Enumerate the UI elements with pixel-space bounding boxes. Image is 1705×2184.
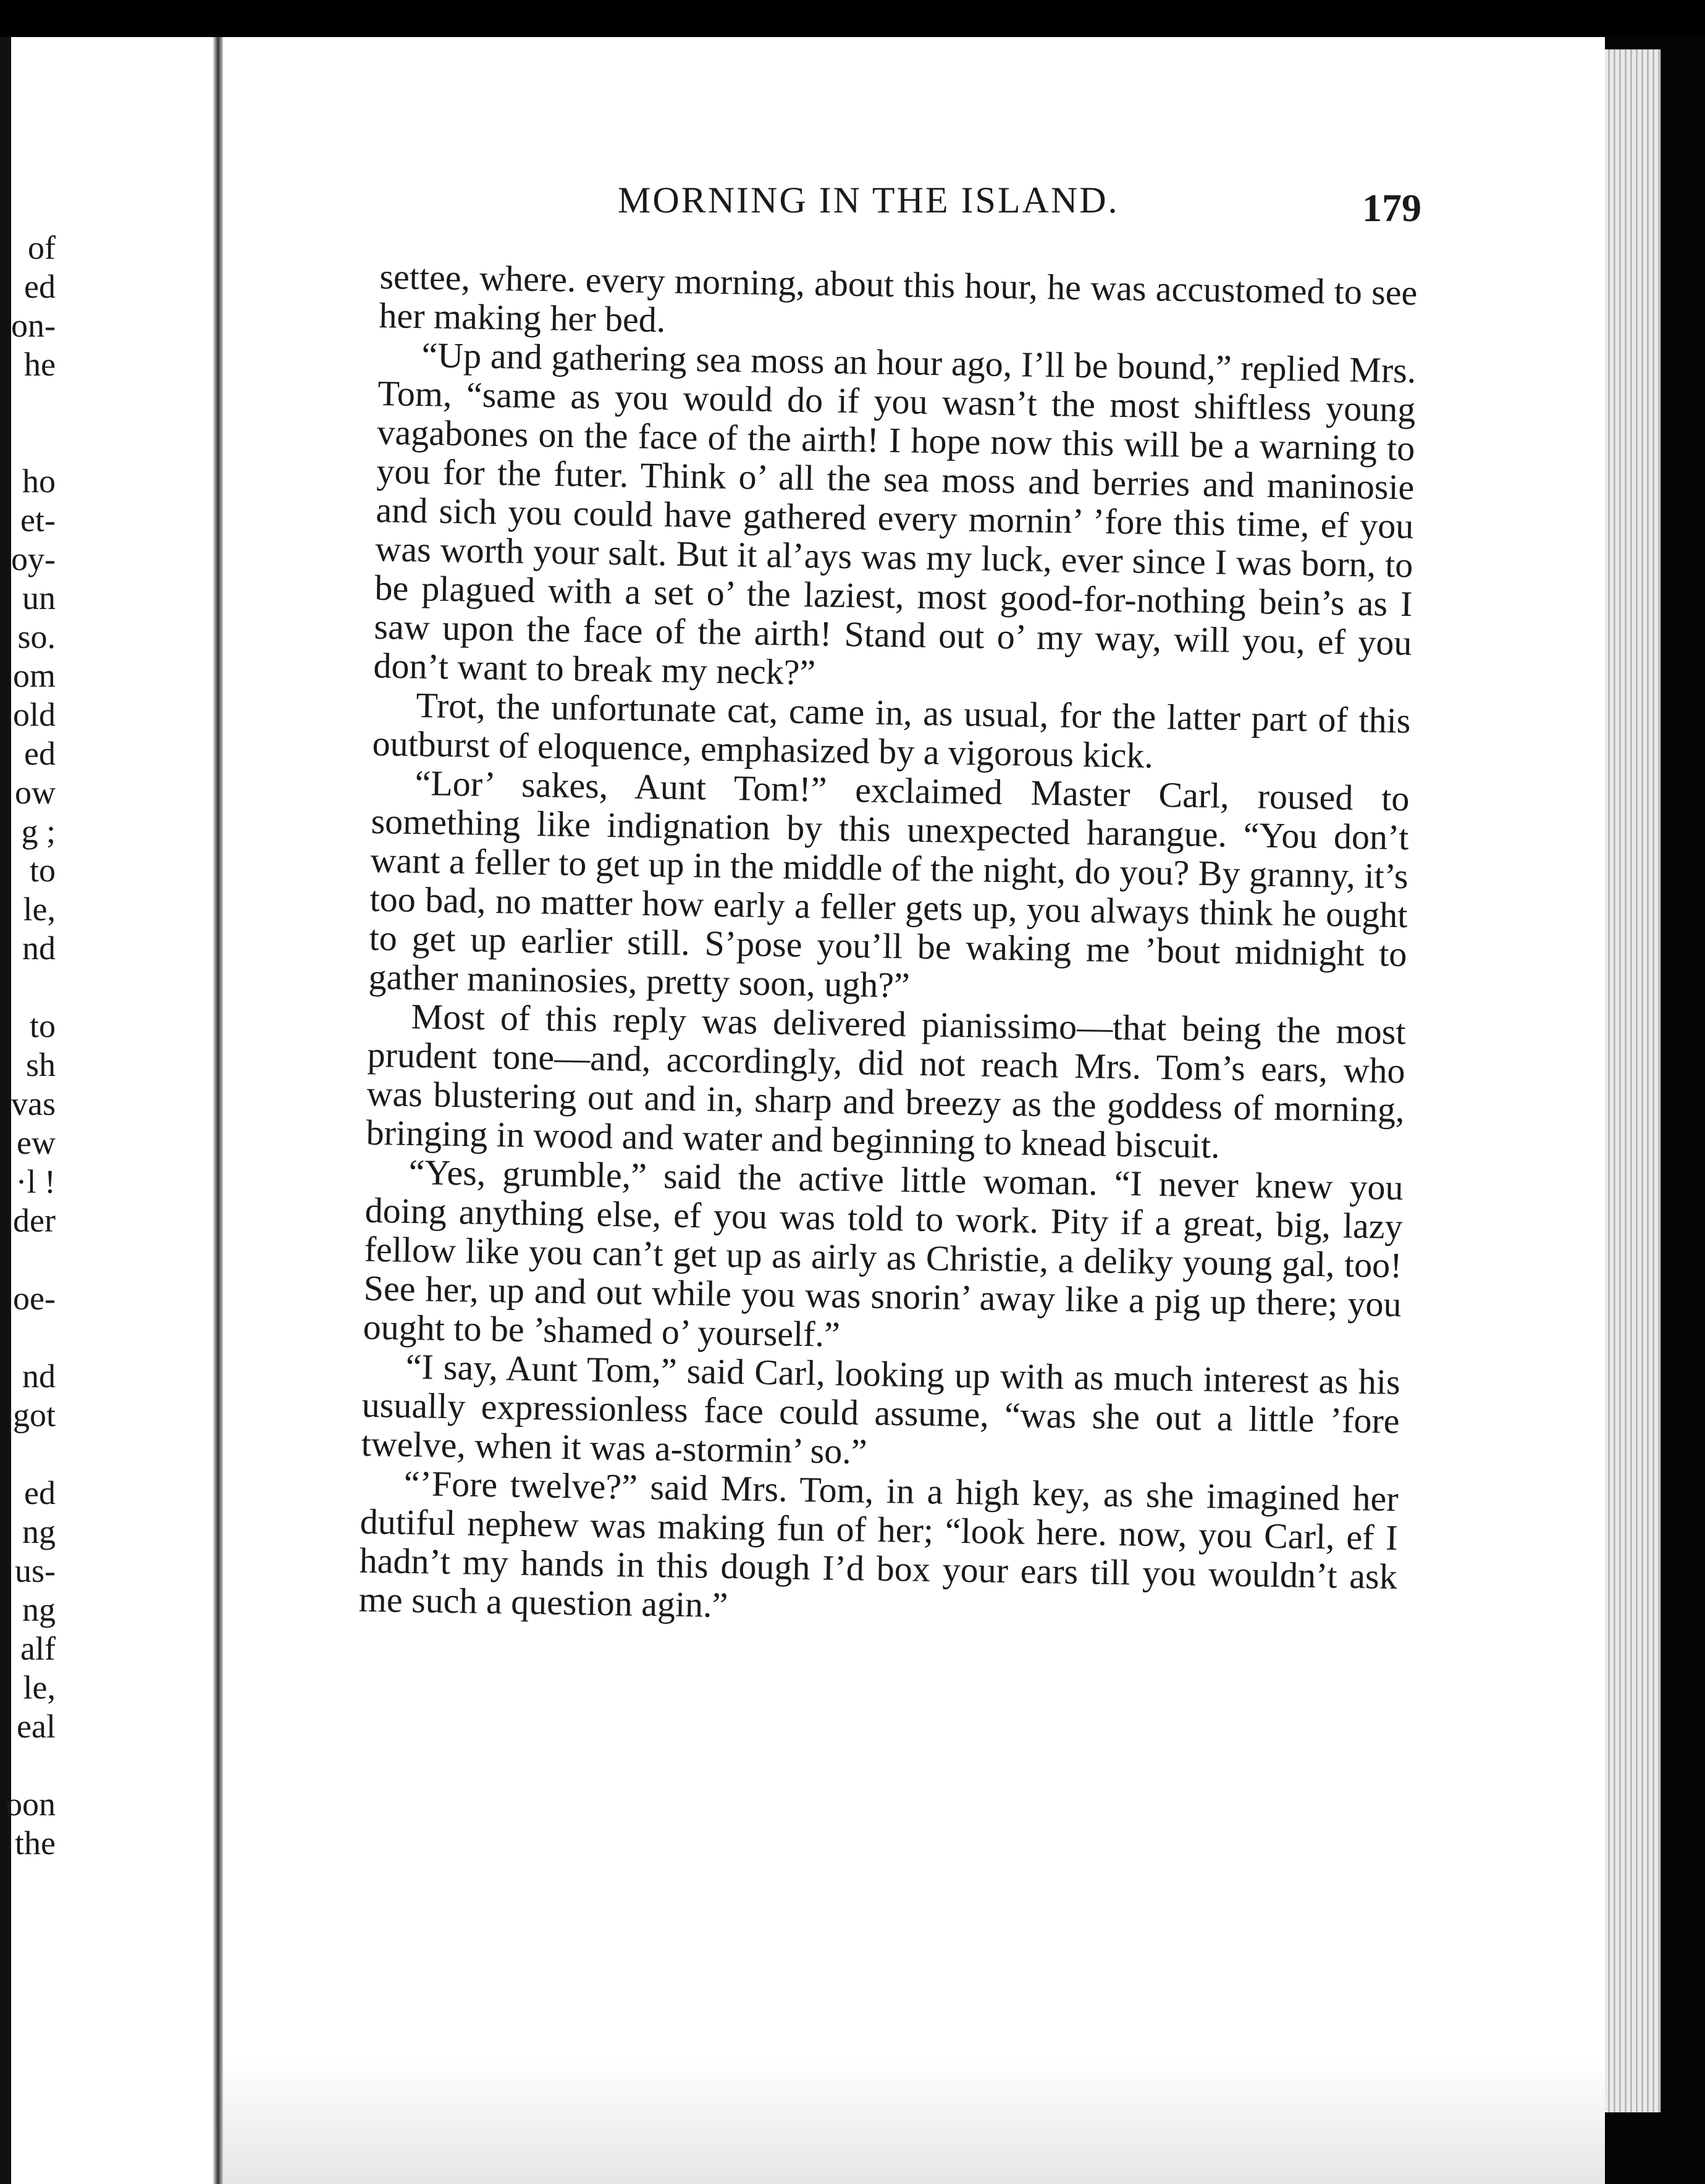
fragment-line: to	[29, 1007, 56, 1044]
fragment-line	[0, 423, 56, 462]
fragment-line	[0, 384, 56, 423]
fragment-line: der	[13, 1202, 56, 1239]
fragment-line: nd	[22, 1358, 56, 1395]
fragment-line	[0, 1435, 56, 1474]
fragment-line: alf	[20, 1630, 56, 1667]
fragment-line	[0, 1318, 56, 1357]
fragment-line: on-	[11, 307, 56, 344]
fragment-line: un	[22, 579, 56, 616]
page-edges	[1605, 49, 1661, 2112]
fragment-line: om	[12, 657, 56, 694]
paragraph: “I say, Aunt Tom,” said Carl, looking up with as much interest as his usually expressionless face could assume, “was she out a little ’fore twelve, when it was a-stormin’ so.”	[361, 1346, 1401, 1472]
fragment-line: eal	[17, 1708, 56, 1745]
fragment-line: he	[24, 346, 56, 383]
fragment-line: ow	[15, 774, 56, 811]
fragment-line: ed	[24, 268, 56, 305]
fragment-line: vas	[11, 1085, 56, 1122]
fragment-line: le,	[23, 891, 56, 928]
book-gutter	[213, 37, 223, 2184]
fragment-line: sh	[25, 1046, 56, 1083]
fragment-line: ho	[22, 463, 56, 500]
fragment-line: so.	[17, 618, 56, 655]
fragment-line: ng	[22, 1513, 56, 1550]
paragraph: Most of this reply was delivered pianissimo—that being the most prudent tone—and, accordingly, did not reach Mrs. Tom’s ears, who was blustering out and in, sharp and breezy as the goddess of morning, bringing in wood and water and beginning to knead biscuit.	[366, 996, 1407, 1166]
fragment-line: ed	[24, 1474, 56, 1511]
paragraph: “Lor’ sakes, Aunt Tom!” exclaimed Master Carl, roused to something like indignation by this unexpected harangue. “You don’t want a feller to get up in the middle of the night, do you? By granny, it’s too bad, no matter how early a feller gets up, you always think he ought to get up earlier still. S’pose you’ll be waking me ’bout midnight to gather maninosies, pretty soon, ugh?”	[368, 762, 1410, 1006]
fragment-line	[0, 1746, 56, 1785]
page-number: 179	[1362, 186, 1421, 230]
fragment-line: ng	[22, 1591, 56, 1628]
fragment-line: of	[28, 229, 56, 266]
facing-page-fragments	[0, 229, 56, 1863]
fragment-line: nd	[22, 930, 56, 967]
fragment-line: g ;	[21, 813, 56, 850]
fragment-line: le,	[23, 1669, 56, 1706]
paragraph: Trot, the unfortunate cat, came in, as usual, for the latter part of this outburst of eloquence, emphasized by a vigorous kick.	[372, 685, 1411, 776]
fragment-line	[0, 968, 56, 1007]
fragment-line: et-	[20, 502, 56, 539]
fragment-line	[0, 1240, 56, 1279]
fragment-line: the	[15, 1825, 56, 1862]
fragment-line: oy-	[11, 540, 56, 578]
page-bottom-shadow	[223, 2057, 1605, 2184]
paragraph: “Yes, grumble,” said the active little woman. “I never knew you doing anything else, ef you was told to work. Pity if a great, big, lazy fellow like you can’t get up as airly as Christie, a deliky young gal, too! See her, up and out while you was snorin’ away like a pig up there; you ought to be ’shamed o’ yourself.”	[363, 1151, 1404, 1354]
fragment-line: oe-	[13, 1280, 56, 1317]
fragment-line: got	[12, 1396, 56, 1434]
fragment-line: us-	[15, 1552, 56, 1589]
paragraph: settee, where. every morning, about this hour, he was accustomed to see her making her bed.	[379, 256, 1418, 340]
fragment-line: ew	[17, 1124, 56, 1161]
paragraph: “Up and gathering sea moss an hour ago, I’ll be bound,” replied Mrs. Tom, “same as you would do if you wasn’t the most shiftless young vagabones on the face of the airth! I hope now this will be a warning to you for the futer. Think o’ all the sea moss and berries and maninosie and sich you could have gathered every mornin’ ’fore this time, ef you was worth your salt. But it al’ays was my luck, ever since I was born, to be plagued with a set o’ the laziest, most good-for-nothing bein’s as I saw upon the face of the airth! Stand out o’ my way, will you, ef you don’t want to break my neck?”	[373, 335, 1417, 693]
fragment-line: ed	[24, 735, 56, 772]
body-text	[358, 257, 1417, 1635]
paragraph: “’Fore twelve?” said Mrs. Tom, in a high key, as she imagined her dutiful nephew was making fun of her; “look here. now, you Carl, ef I hadn’t my hands in this dough I’d box your ears till you wouldn’t ask me such a question agin.”	[358, 1463, 1399, 1626]
scan-top-border	[0, 0, 1705, 37]
fragment-line: to	[29, 852, 56, 889]
fragment-line: ·l !	[15, 1163, 56, 1200]
running-head: MORNING IN THE ISLAND.	[618, 180, 1119, 220]
fragment-line: oon	[6, 1786, 56, 1823]
fragment-line: old	[12, 696, 56, 733]
